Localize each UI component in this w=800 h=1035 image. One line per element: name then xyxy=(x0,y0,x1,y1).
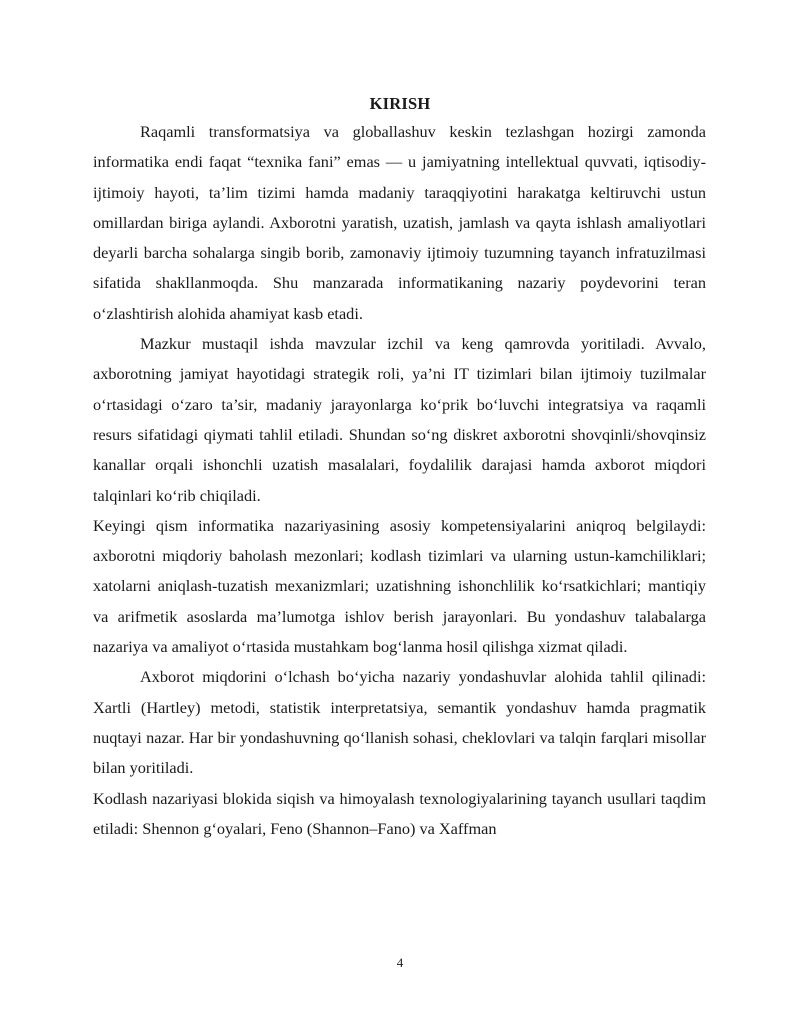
paragraph-3: Keyingi qism informatika nazariyasining asosiy kompetensiyalarini aniqroq belgilaydi: axborotni miqdoriy baholash mezonlari; kodlash tizimlari va ularning ustun-kamchiliklari; xatolarni aniqlash-tuzatish mexanizmlari; uzatishning ishonchlilik ko‘rsatkichlari; mantiqiy va arifmetik asoslarda ma’lumotga ishlov berish jarayonlari. Bu yondashuv talabalarga nazariya va amaliyot o‘rtasida mustahkam bog‘lanma hosil qilishga xizmat qiladi. xyxy=(93,515,706,657)
paragraph-1: Raqamli transformatsiya va globallashuv keskin tezlashgan hozirgi zamonda informatika endi faqat “texnika fani” emas — u jamiyatning intellektual quvvati, iqtisodiy-ijtimoiy hayoti, ta’lim tizimi hamda madaniy taraqqiyotini harakatga keltiruvchi ustun omillardan biriga aylandi. Axborotni yaratish, uzatish, jamlash va qayta ishlash amaliyotlari deyarli barcha sohalarga singib borib, zamonaviy ijtimoiy tuzumning tayanch infratuzilmasi sifatida shakllanmoqda. Shu manzarada informatikaning nazariy poydevorini teran o‘zlashtirish alohida ahamiyat kasb etadi. xyxy=(93,122,706,323)
paragraph-2: Mazkur mustaqil ishda mavzular izchil va keng qamrovda yoritiladi. Avvalo, axborotning jamiyat hayotidagi strategik roli, ya’ni IT tizimlari bilan ijtimoiy tuzilmalar o‘rtasidagi o‘zaro ta’sir, madaniy jarayonlarga ko‘prik bo‘luvchi integratsiya va raqamli resurs sifatidagi qiymati tahlil etiladi. Shundan so‘ng diskret axborotni shovqinli/shovqinsiz kanallar orqali ishonchli uzatish masalalari, foydalilik darajasi hamda axborot miqdori talqinlari ko‘rib chiqiladi. xyxy=(93,334,706,505)
page-number: 4 xyxy=(396,955,404,970)
paragraph-4: Axborot miqdorini o‘lchash bo‘yicha nazariy yondashuvlar alohida tahlil qilinadi: Xartli (Hartley) metodi, statistik interpretatsiya, semantik yondashuv hamda pragmatik nuqtayi nazar. Har bir yondashuvning qo‘llanish sohasi, cheklovlari va talqin farqlari misollar bilan yoritiladi. xyxy=(93,667,706,778)
body-text xyxy=(93,117,706,844)
section-heading: KIRISH xyxy=(369,94,431,113)
paragraph-5: Kodlash nazariyasi blokida siqish va himoyalash texnologiyalarining tayanch usullari taqdim etiladi: Shennon g‘oyalari, Feno (Shannon–Fano) va Xaffman xyxy=(93,788,706,838)
